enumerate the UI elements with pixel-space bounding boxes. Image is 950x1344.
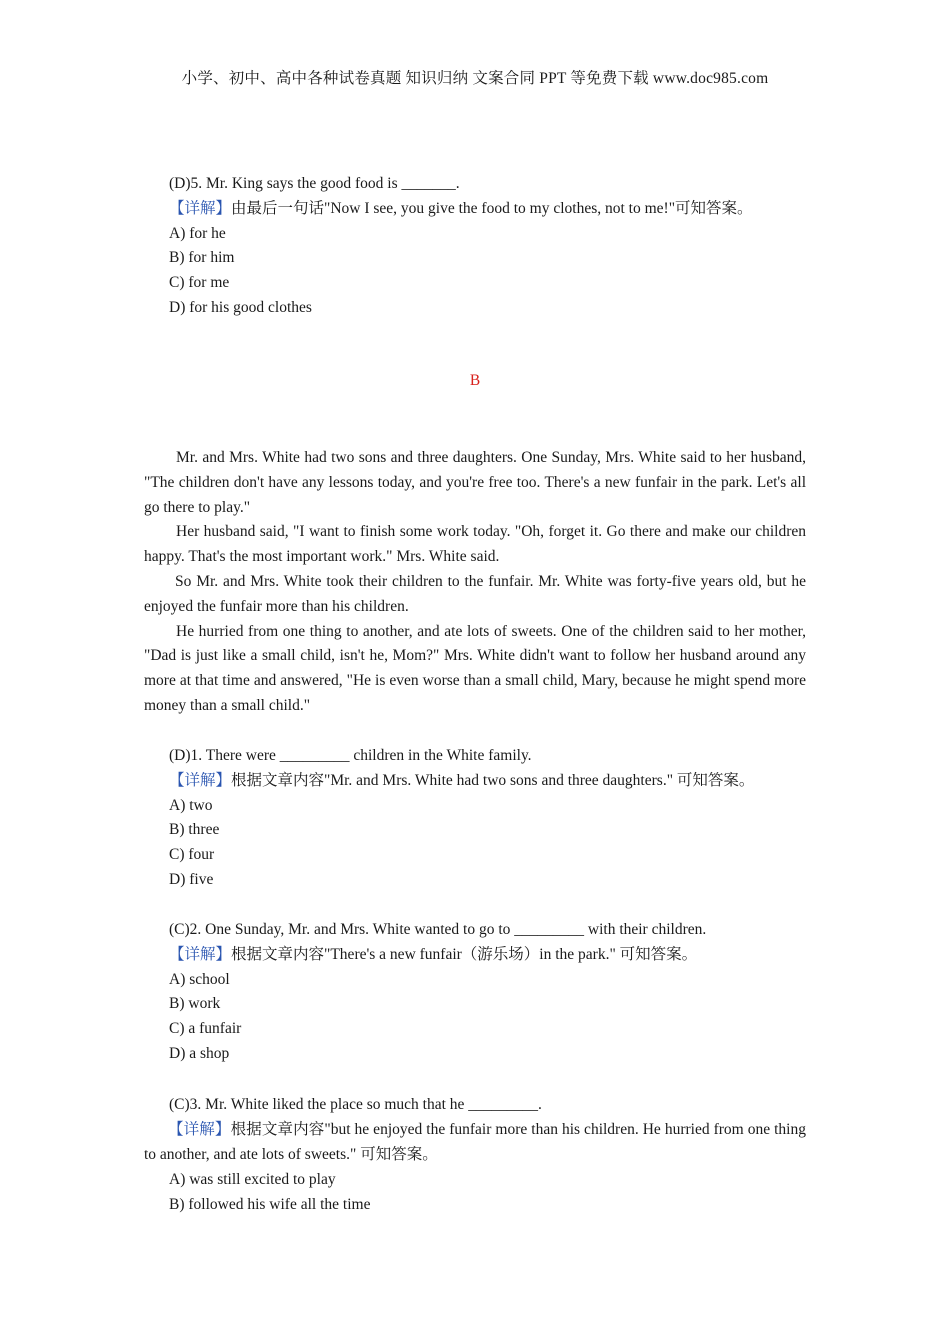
passage-paragraph-4: He hurried from one thing to another, and ate lots of sweets. One of the children said to her mother, "Dad is just like a small child, isn't he, Mom?" Mrs. White didn't want to follow her husband around any more at that time and answered, "He is even worse than a small child, Mary, because he might spend more money than a small child." bbox=[144, 622, 806, 714]
question-text: (C)2. One Sunday, Mr. and Mrs. White wanted to go to _________ with their children. bbox=[169, 921, 707, 938]
explanation bbox=[169, 769, 754, 794]
passage-paragraph-1: Mr. and Mrs. White had two sons and three daughters. One Sunday, Mrs. White said to her husband, "The children don't have any lessons today, and you're free too. There's a new funfair in the park. Let's all go there to play." bbox=[144, 449, 806, 516]
explanation bbox=[169, 943, 706, 968]
question-3-options bbox=[169, 1168, 370, 1218]
explanation-text: 根据文章内容"There's a new funfair（游乐场）in the park." 可知答案。 bbox=[231, 945, 698, 963]
option-c: C) a funfair bbox=[169, 1020, 242, 1038]
option-a: A) school bbox=[169, 970, 230, 988]
option-b: B) three bbox=[169, 821, 220, 839]
explanation-tag: 【详解】 bbox=[169, 945, 232, 963]
question-5 bbox=[169, 172, 753, 321]
passage bbox=[144, 446, 806, 719]
passage-paragraph-2: Her husband said, "I want to finish some work today. "Oh, forget it. Go there and make our children happy. That's the most important work." Mrs. White said. bbox=[144, 523, 806, 566]
explanation-tag: 【详解】 bbox=[168, 1121, 231, 1138]
option-b: B) followed his wife all the time bbox=[169, 1195, 371, 1213]
question-1 bbox=[169, 744, 754, 893]
passage-paragraph-3: So Mr. and Mrs. White took their children to the funfair. Mr. White was forty-five years old, but he enjoyed the funfair more than his children. bbox=[144, 572, 806, 615]
explanation bbox=[169, 197, 753, 222]
explanation-tag: 【详解】 bbox=[169, 771, 232, 789]
question-3-explanation bbox=[144, 1118, 806, 1168]
section-letter: B bbox=[469, 372, 481, 389]
option-d: D) for his good clothes bbox=[169, 298, 312, 316]
question-text: (D)5. Mr. King says the good food is _______. bbox=[169, 175, 460, 192]
option-a: A) for he bbox=[169, 224, 226, 242]
explanation-text: 根据文章内容"Mr. and Mrs. White had two sons and three daughters." 可知答案。 bbox=[231, 771, 755, 789]
option-d: D) a shop bbox=[169, 1044, 230, 1062]
explanation-text: 根据文章内容"but he enjoyed the funfair more than his children. He hurried from one thing to another, and ate lots of sweets." 可知答案。 bbox=[144, 1121, 806, 1163]
option-c: C) four bbox=[169, 846, 215, 864]
question-text: (C)3. Mr. White liked the place so much that he _________. bbox=[169, 1096, 542, 1113]
explanation bbox=[144, 1118, 806, 1168]
question-text: (D)1. There were _________ children in the White family. bbox=[169, 747, 532, 764]
question-3 bbox=[169, 1093, 542, 1118]
explanation-tag: 【详解】 bbox=[169, 199, 232, 217]
option-c: C) for me bbox=[169, 274, 230, 292]
explanation-text: 由最后一句话"Now I see, you give the food to my clothes, not to me!"可知答案。 bbox=[231, 199, 753, 217]
question-2 bbox=[169, 918, 706, 1067]
option-d: D) five bbox=[169, 870, 214, 888]
option-a: A) was still excited to play bbox=[169, 1171, 336, 1188]
option-b: B) work bbox=[169, 995, 221, 1013]
option-b: B) for him bbox=[169, 249, 235, 267]
page-header: 小学、初中、高中各种试卷真题 知识归纳 文案合同 PPT 等免费下载 www.doc985.com bbox=[181, 70, 769, 87]
option-a: A) two bbox=[169, 796, 213, 814]
